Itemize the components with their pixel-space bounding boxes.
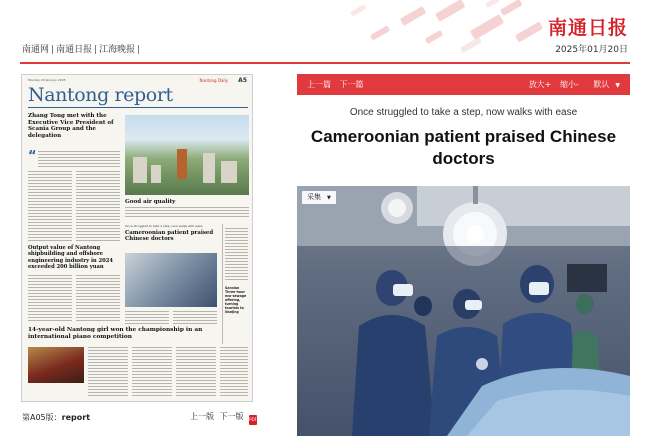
font-size-controls	[523, 79, 620, 90]
np-headline-cameroonian[interactable]: Cameroonian patient praised Chinese doctors	[125, 230, 214, 243]
np-masthead: Nantong report	[28, 84, 173, 106]
header-divider	[20, 62, 630, 64]
np-headline-air-quality[interactable]: Good air quality	[125, 199, 176, 205]
np-headline-zhang-tong[interactable]: Zhang Tong met with the Executive Vice President of Scania Group and the delegation	[28, 113, 114, 139]
np-text-block	[38, 151, 120, 167]
np-meta-line: Monday 20 January 2025	[28, 78, 66, 82]
default-size-dropdown[interactable]	[587, 80, 620, 89]
zoom-out-button[interactable]: 缩小-	[559, 80, 579, 89]
np-headline-shipbuilding[interactable]: Output value of Nantong shipbuilding and offshore engineering industry in 2024 exceeded 200 billion yuan	[28, 245, 113, 271]
page-label-name: report	[61, 413, 91, 422]
page-label-sep: ：	[53, 413, 62, 422]
article-photo[interactable]	[297, 186, 630, 436]
np-surgery-photo[interactable]	[125, 253, 217, 307]
next-page-link[interactable]: 下一版	[219, 412, 244, 421]
article-headline: Cameroonian patient praised Chinese doctors	[310, 127, 617, 168]
np-text-block	[28, 171, 72, 241]
np-section-number: A5	[238, 77, 247, 84]
site-logo[interactable]: 南通日报	[547, 17, 628, 39]
np-text-block	[225, 228, 248, 282]
np-brand: Nantong Daily	[199, 78, 228, 83]
np-text-block	[125, 207, 249, 219]
article-kicker: Once struggled to take a step, now walks with ease	[349, 107, 578, 118]
next-article-link[interactable]: 下一篇	[339, 80, 364, 89]
np-city-photo[interactable]	[125, 115, 249, 195]
np-kicker-patient: Once struggled to take a step, now walks with ease	[125, 224, 203, 228]
np-sidebar	[222, 224, 249, 344]
newspaper-page-thumbnail[interactable]	[21, 74, 253, 402]
np-text-block	[173, 311, 217, 325]
collect-dropdown[interactable]	[302, 191, 336, 204]
np-text-block	[88, 347, 128, 397]
np-text-block	[220, 347, 248, 397]
zoom-in-button[interactable]: 放大+	[528, 80, 552, 89]
issue-date: 2025年01月20日	[555, 45, 628, 55]
page-navigation	[190, 411, 260, 425]
np-text-block	[125, 311, 169, 325]
site-links	[22, 42, 142, 55]
site-link-nantong-daily[interactable]: 南通日报	[56, 45, 93, 55]
page-header	[0, 0, 650, 60]
np-masthead-rule	[28, 107, 248, 108]
page-label-prefix: 第A05版	[22, 413, 54, 422]
pdf-icon[interactable]: PDF	[249, 415, 257, 425]
link-separator: |	[94, 45, 98, 55]
article-toolbar	[297, 74, 630, 95]
surgery-scene	[297, 186, 630, 436]
chevron-down-icon: ▼	[615, 82, 620, 89]
np-sidebar-headline[interactable]: Sanxian Three-hour eco-sewage offering, turning tourists to Nanjing	[225, 286, 247, 314]
article-nav	[307, 79, 370, 90]
np-headline-piano[interactable]: 14-year-old Nantong girl won the championship in an international piano competition	[28, 327, 203, 340]
prev-page-link[interactable]: 上一版	[190, 412, 214, 421]
prev-article-link[interactable]: 上一篇	[307, 80, 331, 89]
collect-label: 采集	[307, 193, 321, 201]
np-piano-photo[interactable]	[28, 347, 84, 383]
chevron-down-icon: ▼	[327, 195, 331, 201]
link-separator: |	[137, 45, 141, 55]
page-label	[22, 412, 90, 423]
np-text-block	[176, 347, 216, 397]
np-text-block	[28, 275, 72, 323]
link-separator: |	[51, 45, 55, 55]
np-text-block	[76, 275, 120, 323]
np-quote-mark: “	[28, 149, 37, 164]
np-text-block	[132, 347, 172, 397]
default-size-label: 默认	[593, 80, 610, 89]
site-link-nantong-net[interactable]: 南通网	[22, 45, 50, 55]
site-link-jianghai-evening[interactable]: 江海晚报	[99, 45, 136, 55]
np-text-block	[76, 171, 120, 241]
